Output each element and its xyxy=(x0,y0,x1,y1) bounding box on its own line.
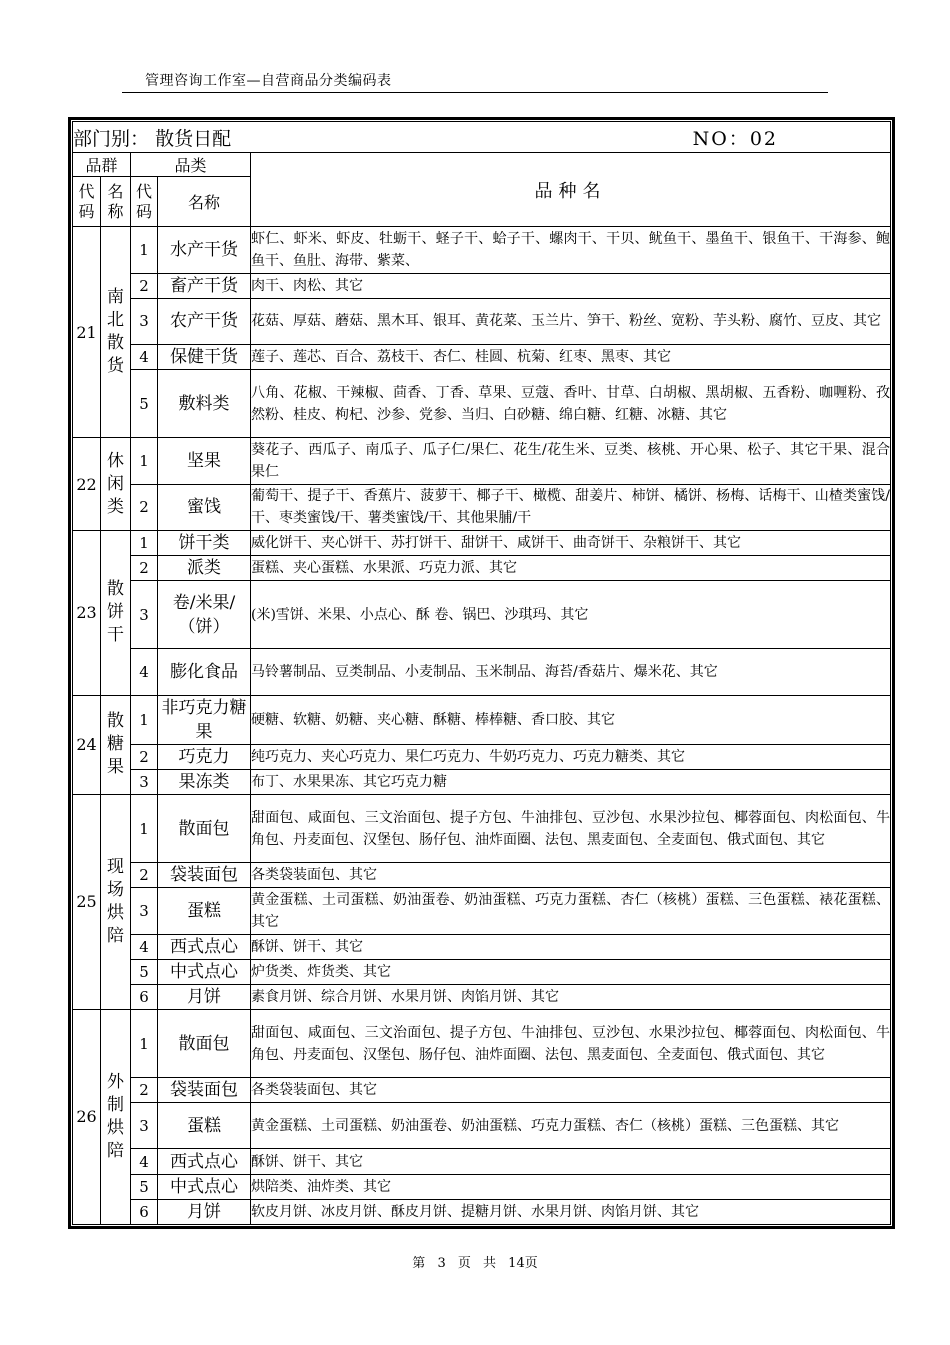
group-code: 21 xyxy=(73,227,101,438)
category-code: 1 xyxy=(131,530,158,555)
category-name: 保健干货 xyxy=(158,344,251,369)
category-name: 蛋糕 xyxy=(158,1103,251,1149)
variety-list: 黄金蛋糕、土司蛋糕、奶油蛋卷、奶油蛋糕、巧克力蛋糕、杏仁（核桃）蛋糕、三色蛋糕、其它 xyxy=(251,1103,891,1149)
group-name-text: 现场烘陪 xyxy=(107,856,124,946)
dept-cell xyxy=(73,122,891,153)
category-row xyxy=(73,227,891,273)
variety-list: (米)雪饼、米果、小点心、酥 卷、锅巴、沙琪玛、其它 xyxy=(251,581,891,649)
category-name: 敷料类 xyxy=(158,370,251,438)
variety-list: 素食月饼、综合月饼、水果月饼、肉馅月饼、其它 xyxy=(251,984,891,1009)
category-name: 卷/米果/（饼） xyxy=(158,581,251,649)
category-code: 6 xyxy=(131,984,158,1009)
category-row xyxy=(73,794,891,862)
category-code-header: 代码 xyxy=(131,177,158,227)
variety-list: 各类袋装面包、其它 xyxy=(251,863,891,888)
category-code: 2 xyxy=(131,555,158,580)
variety-list: 酥饼、饼干、其它 xyxy=(251,934,891,959)
category-row xyxy=(73,298,891,344)
category-code: 5 xyxy=(131,959,158,984)
dept-row xyxy=(73,122,891,153)
category-code: 5 xyxy=(131,370,158,438)
category-name: 饼干类 xyxy=(158,530,251,555)
group-name-text: 外制烘陪 xyxy=(107,1071,124,1161)
variety-list: 马铃薯制品、豆类制品、小麦制品、玉米制品、海苔/香菇片、爆米花、其它 xyxy=(251,649,891,695)
category-row xyxy=(73,344,891,369)
footer-page-number: 3 xyxy=(437,1256,446,1271)
dept-number xyxy=(693,124,778,151)
group-name-text: 散饼干 xyxy=(107,579,124,646)
category-row xyxy=(73,1103,891,1149)
category-code: 2 xyxy=(131,1078,158,1103)
category-code: 3 xyxy=(131,581,158,649)
category-row xyxy=(73,1199,891,1224)
category-row xyxy=(73,744,891,769)
variety-list: 甜面包、咸面包、三文治面包、提子方包、牛油排包、豆沙包、水果沙拉包、椰蓉面包、肉松面包、牛角包、丹麦面包、汉堡包、肠仔包、油炸面圈、法包、黑麦面包、全麦面包、俄式面包、其它 xyxy=(251,1009,891,1077)
category-code: 1 xyxy=(131,1009,158,1077)
variety-list: 甜面包、咸面包、三文治面包、提子方包、牛油排包、豆沙包、水果沙拉包、椰蓉面包、肉松面包、牛角包、丹麦面包、汉堡包、肠仔包、油炸面圈、法包、黑麦面包、全麦面包、俄式面包、其它 xyxy=(251,794,891,862)
group-code: 22 xyxy=(73,438,101,530)
category-row xyxy=(73,695,891,744)
category-row xyxy=(73,1009,891,1077)
category-name: 坚果 xyxy=(158,438,251,484)
group-code: 24 xyxy=(73,695,101,794)
category-name: 散面包 xyxy=(158,794,251,862)
category-row xyxy=(73,370,891,438)
category-name: 月饼 xyxy=(158,984,251,1009)
group-name-header: 名称 xyxy=(101,177,131,227)
variety-list: 烘陪类、油炸类、其它 xyxy=(251,1174,891,1199)
category-name: 农产干货 xyxy=(158,298,251,344)
variety-list: 肉干、肉松、其它 xyxy=(251,273,891,298)
category-code: 4 xyxy=(131,934,158,959)
group-name xyxy=(101,438,131,530)
group-name xyxy=(101,794,131,1009)
category-code: 1 xyxy=(131,438,158,484)
category-row xyxy=(73,649,891,695)
variety-list: 黄金蛋糕、土司蛋糕、奶油蛋卷、奶油蛋糕、巧克力蛋糕、杏仁（核桃）蛋糕、三色蛋糕、裱花蛋糕、其它 xyxy=(251,888,891,934)
footer-page-word: 第 xyxy=(412,1256,426,1271)
category-row xyxy=(73,888,891,934)
group-header: 品群 xyxy=(73,153,131,177)
product-category-code-table xyxy=(72,121,891,1225)
variety-list: 虾仁、虾米、虾皮、牡蛎干、蛏子干、蛤子干、螺肉干、干贝、鱿鱼干、墨鱼干、银鱼干、干海参、鲍鱼干、鱼肚、海带、紫菜、 xyxy=(251,227,891,273)
group-name xyxy=(101,1009,131,1224)
variety-list: 八角、花椒、干辣椒、茴香、丁香、草果、豆蔻、香叶、甘草、白胡椒、黑胡椒、五香粉、咖喱粉、孜然粉、桂皮、枸杞、沙参、党参、当归、白砂糖、绵白糖、红糖、冰糖、其它 xyxy=(251,370,891,438)
variety-list: 布丁、水果果冻、其它巧克力糖 xyxy=(251,769,891,794)
group-code: 26 xyxy=(73,1009,101,1224)
category-code: 2 xyxy=(131,744,158,769)
category-row xyxy=(73,484,891,530)
group-name-text: 散糖果 xyxy=(107,711,124,778)
category-row xyxy=(73,984,891,1009)
dept-label: 部门别： xyxy=(73,127,150,150)
category-name: 西式点心 xyxy=(158,1149,251,1174)
variety-list: 炉货类、炸货类、其它 xyxy=(251,959,891,984)
category-name: 膨化食品 xyxy=(158,649,251,695)
group-name xyxy=(101,227,131,438)
variety-list: 莲子、莲芯、百合、荔枝干、杏仁、桂圆、杭菊、红枣、黑枣、其它 xyxy=(251,344,891,369)
footer-page-unit: 页 xyxy=(457,1256,471,1271)
category-name: 派类 xyxy=(158,555,251,580)
category-code: 5 xyxy=(131,1174,158,1199)
group-name xyxy=(101,695,131,794)
category-name: 月饼 xyxy=(158,1199,251,1224)
category-code: 6 xyxy=(131,1199,158,1224)
page-footer xyxy=(0,1252,950,1271)
category-name: 非巧克力糖果 xyxy=(158,695,251,744)
category-code: 2 xyxy=(131,484,158,530)
category-header: 品类 xyxy=(131,153,251,177)
category-name: 中式点心 xyxy=(158,1174,251,1199)
group-name-text: 休闲类 xyxy=(107,450,124,517)
category-code: 1 xyxy=(131,695,158,744)
footer-total-word: 共 xyxy=(483,1256,497,1271)
header-divider xyxy=(122,92,828,93)
category-code: 2 xyxy=(131,863,158,888)
category-name: 蛋糕 xyxy=(158,888,251,934)
variety-list: 蛋糕、夹心蛋糕、水果派、巧克力派、其它 xyxy=(251,555,891,580)
group-code: 23 xyxy=(73,530,101,695)
group-code-header: 代码 xyxy=(73,177,101,227)
category-name: 畜产干货 xyxy=(158,273,251,298)
category-code: 2 xyxy=(131,273,158,298)
variety-list: 花菇、厚菇、蘑菇、黑木耳、银耳、黄花菜、玉兰片、笋干、粉丝、宽粉、芋头粉、腐竹、豆皮、其它 xyxy=(251,298,891,344)
category-name: 袋装面包 xyxy=(158,1078,251,1103)
category-code: 3 xyxy=(131,769,158,794)
category-name: 蜜饯 xyxy=(158,484,251,530)
category-row xyxy=(73,959,891,984)
category-row xyxy=(73,1174,891,1199)
category-row xyxy=(73,273,891,298)
category-name: 西式点心 xyxy=(158,934,251,959)
variety-list: 酥饼、饼干、其它 xyxy=(251,1149,891,1174)
category-name: 袋装面包 xyxy=(158,863,251,888)
varieties-header: 品种名 xyxy=(251,153,891,227)
category-row xyxy=(73,438,891,484)
category-code: 3 xyxy=(131,298,158,344)
category-code: 3 xyxy=(131,1103,158,1149)
category-name-header: 名称 xyxy=(158,177,251,227)
no-label: NO： xyxy=(692,127,750,150)
category-row xyxy=(73,863,891,888)
category-code: 4 xyxy=(131,649,158,695)
category-row xyxy=(73,555,891,580)
no-value: 02 xyxy=(749,127,778,150)
category-name: 散面包 xyxy=(158,1009,251,1077)
category-code: 3 xyxy=(131,888,158,934)
variety-list: 软皮月饼、冰皮月饼、酥皮月饼、提糖月饼、水果月饼、肉馅月饼、其它 xyxy=(251,1199,891,1224)
footer-total-pages: 14页 xyxy=(508,1256,538,1271)
category-row xyxy=(73,581,891,649)
category-row xyxy=(73,1078,891,1103)
variety-list: 硬糖、软糖、奶糖、夹心糖、酥糖、棒棒糖、香口胶、其它 xyxy=(251,695,891,744)
category-row xyxy=(73,934,891,959)
category-name: 水产干货 xyxy=(158,227,251,273)
variety-list: 葵花子、西瓜子、南瓜子、瓜子仁/果仁、花生/花生米、豆类、核桃、开心果、松子、其它干果、混合果仁 xyxy=(251,438,891,484)
variety-list: 各类袋装面包、其它 xyxy=(251,1078,891,1103)
group-name xyxy=(101,530,131,695)
category-code: 4 xyxy=(131,1149,158,1174)
document-header-title: 管理咨询工作室—自营商品分类编码表 xyxy=(145,73,392,89)
category-code: 1 xyxy=(131,794,158,862)
dept-name: 散货日配 xyxy=(155,127,232,150)
variety-list: 纯巧克力、夹心巧克力、果仁巧克力、牛奶巧克力、巧克力糖类、其它 xyxy=(251,744,891,769)
header-row-1 xyxy=(73,153,891,177)
category-name: 巧克力 xyxy=(158,744,251,769)
category-code: 4 xyxy=(131,344,158,369)
category-code: 1 xyxy=(131,227,158,273)
group-code: 25 xyxy=(73,794,101,1009)
variety-list: 威化饼干、夹心饼干、苏打饼干、甜饼干、咸饼干、曲奇饼干、杂粮饼干、其它 xyxy=(251,530,891,555)
category-row xyxy=(73,530,891,555)
group-name-text: 南北散货 xyxy=(107,287,124,377)
variety-list: 葡萄干、提子干、香蕉片、菠萝干、椰子干、橄榄、甜姜片、柿饼、橘饼、杨梅、话梅干、山楂类蜜饯/干、枣类蜜饯/干、薯类蜜饯/干、其他果脯/干 xyxy=(251,484,891,530)
category-row xyxy=(73,1149,891,1174)
category-name: 果冻类 xyxy=(158,769,251,794)
category-row xyxy=(73,769,891,794)
category-name: 中式点心 xyxy=(158,959,251,984)
